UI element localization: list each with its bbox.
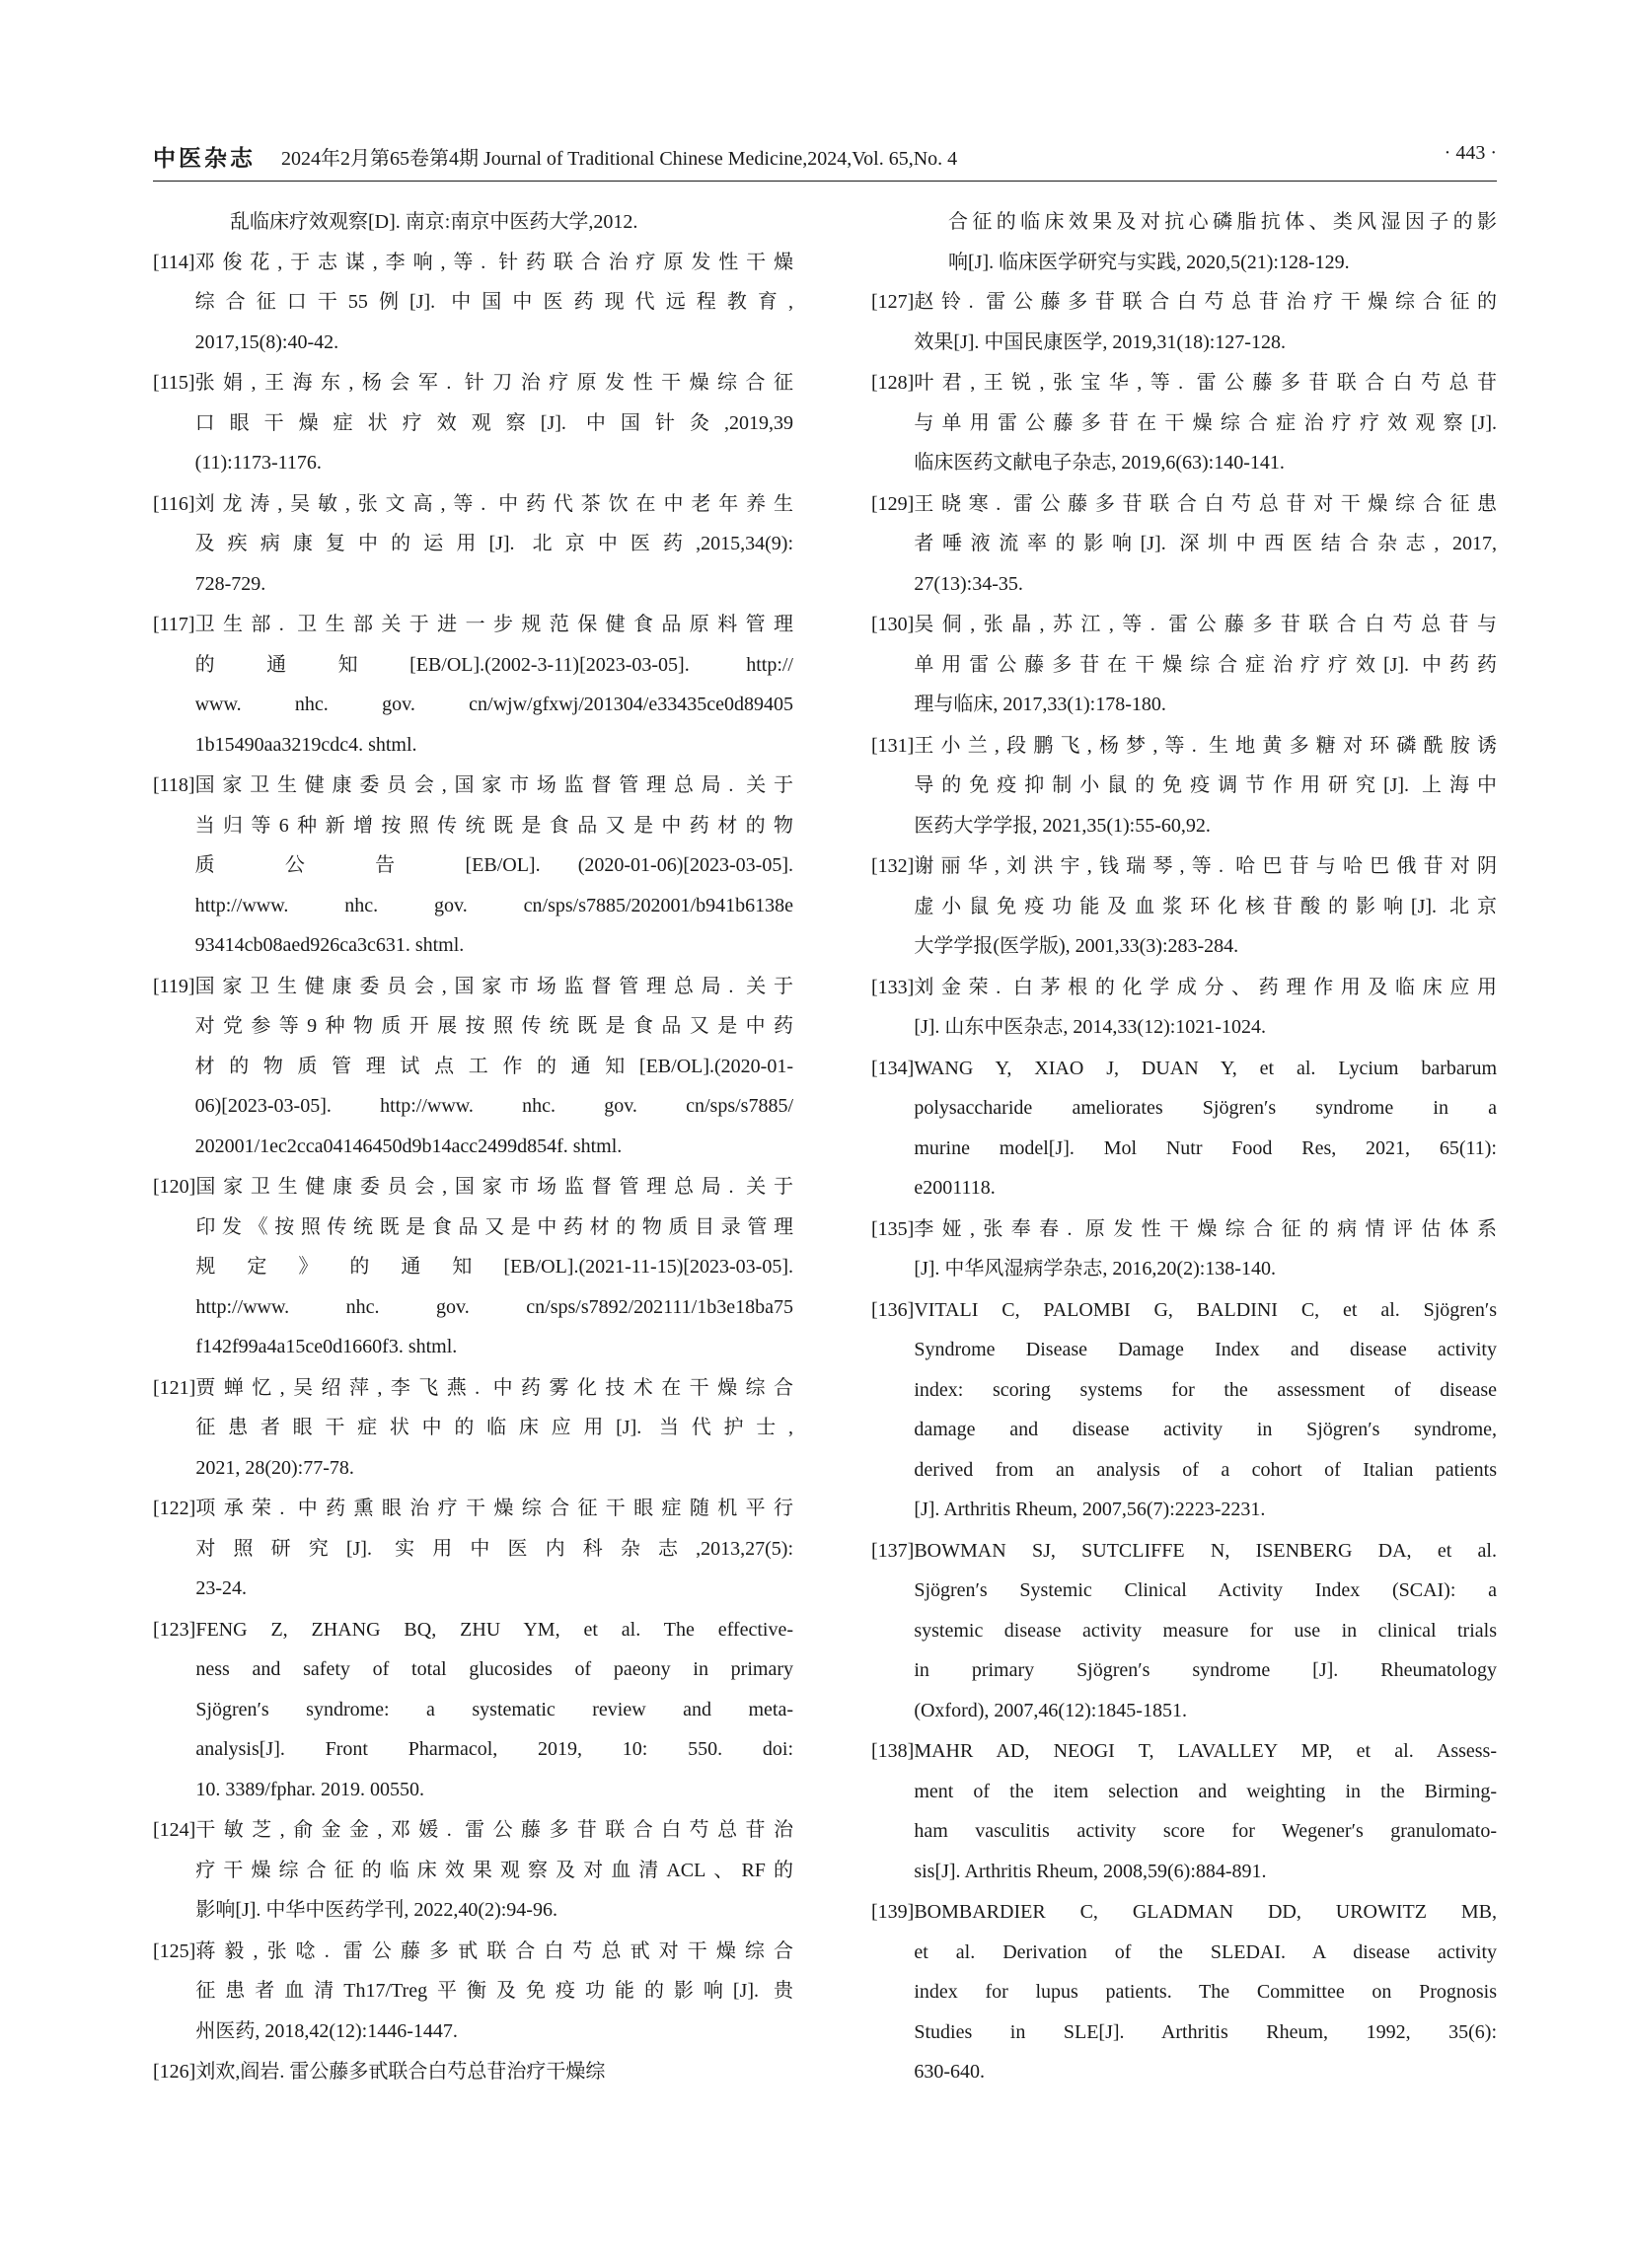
reference-line: http://www. nhc. gov. cn/sps/s7885/202001/b941b6138e xyxy=(194,894,793,916)
reference-number: [124] xyxy=(153,1819,196,1841)
reference-line: 李娅,张奉春. 原发性干燥综合征的病情评估体系 xyxy=(914,1217,1497,1240)
reference-number: [131] xyxy=(871,734,915,757)
reference-line: 刘欢,阎岩. 雷公藤多甙联合白芍总苷治疗干燥综 xyxy=(195,2061,606,2083)
reference-line: 王小兰,段鹏飞,杨梦,等. 生地黄多糖对环磷酰胺诱 xyxy=(914,734,1497,757)
reference-line: Sjögren′s syndrome: a systematic review and meta- xyxy=(195,1698,793,1720)
reference-line: 叶君,王锐,张宝华,等. 雷公藤多苷联合白芍总苷 xyxy=(914,372,1497,394)
reference-line: 效果[J]. 中国民康医学, 2019,31(18):127-128. xyxy=(914,330,1286,353)
reference-line: 医药大学学报, 2021,35(1):55-60,92. xyxy=(914,814,1211,837)
reference-line: [J]. 中华风湿病学杂志, 2016,20(2):138-140. xyxy=(914,1258,1276,1280)
reference-entry xyxy=(871,846,1497,967)
reference-line: f142f99a4a15ce0d1660f3. shtml. xyxy=(195,1336,458,1357)
reference-line: 响[J]. 临床医学研究与实践, 2020,5(21):128-129. xyxy=(948,251,1350,273)
reference-entry xyxy=(871,1209,1497,1289)
reference-line: 合征的临床效果及对抗心磷脂抗体、类风湿因子的影 xyxy=(948,211,1497,233)
reference-entry xyxy=(871,726,1497,846)
reference-entry xyxy=(153,1810,793,1931)
reference-line: polysaccharide ameliorates Sjögren′s syndrome in a xyxy=(914,1097,1497,1119)
reference-line: WANG Y, XIAO J, DUAN Y, et al. Lycium barbarum xyxy=(914,1057,1497,1079)
reference-line: 单用雷公藤多苷在干燥综合症治疗疗效[J]. 中药药 xyxy=(914,653,1497,676)
reference-line: 国家卫生健康委员会,国家市场监督管理总局. 关于 xyxy=(194,975,793,997)
reference-line: 影响[J]. 中华中医药学刊, 2022,40(2):94-96. xyxy=(195,1899,557,1921)
reference-line: 张娟,王海东,杨会军. 针刀治疗原发性干燥综合征 xyxy=(194,372,793,394)
reference-entry xyxy=(153,605,793,765)
reference-line: derived from an analysis of a cohort of Italian patients xyxy=(914,1458,1497,1481)
reference-number: [128] xyxy=(871,372,915,394)
reference-entry xyxy=(871,1531,1497,1731)
reference-number: [130] xyxy=(871,614,915,635)
reference-entry xyxy=(153,484,793,605)
reference-number: [126] xyxy=(153,2061,196,2083)
reference-line: 06)[2023-03-05]. http://www. nhc. gov. cn/sps/s7885/ xyxy=(194,1095,793,1117)
reference-entry xyxy=(871,363,1497,483)
reference-line: (Oxford), 2007,46(12):1845-1851. xyxy=(914,1699,1187,1721)
reference-line: et al. Derivation of the SLEDAI. A disease activity xyxy=(914,1940,1497,1963)
reference-line: ness and safety of total glucosides of paeony in primary xyxy=(195,1658,793,1680)
reference-entry xyxy=(871,1731,1497,1891)
reference-line: 干敏芝,俞金金,邓媛. 雷公藤多苷联合白芍总苷治 xyxy=(195,1819,793,1841)
header-rule xyxy=(153,181,1497,182)
reference-line: 23-24. xyxy=(195,1577,247,1599)
reference-line: 当归等6种新增按照传统既是食品又是中药材的物 xyxy=(194,814,793,837)
reference-line: 与单用雷公藤多苷在干燥综合症治疗疗效观察[J]. xyxy=(914,411,1497,434)
reference-entry xyxy=(153,1610,793,1810)
reference-line: 728-729. xyxy=(194,572,266,595)
reference-line: 蒋毅,张唸. 雷公藤多甙联合白芍总甙对干燥综合 xyxy=(195,1939,793,1962)
reference-entry xyxy=(153,243,793,363)
reference-line: 93414cb08aed926ca3c631. shtml. xyxy=(194,934,465,956)
reference-line: 大学学报(医学版), 2001,33(3):283-284. xyxy=(914,935,1239,957)
reference-line: 2017,15(8):40-42. xyxy=(194,330,339,353)
reference-line: VITALI C, PALOMBI G, BALDINI C, et al. Sjögren′s xyxy=(914,1298,1497,1321)
reference-line: 征患者血清Th17/Treg平衡及免疫功能的影响[J]. 贵 xyxy=(195,1980,793,2002)
reference-line: 对党参等9种物质开展按照传统既是食品又是中药 xyxy=(194,1015,793,1037)
reference-entry xyxy=(153,1932,793,2052)
reference-number: [138] xyxy=(871,1740,915,1762)
reference-line: 虚小鼠免疫功能及血浆环化核苷酸的影响[J]. 北京 xyxy=(914,895,1497,917)
reference-column-left xyxy=(153,202,793,2093)
reference-line: ham vasculitis activity score for Wegener′s granulomato- xyxy=(914,1820,1497,1842)
reference-entry xyxy=(871,484,1497,605)
reference-line: 项承荣. 中药熏眼治疗干燥综合征干眼症随机平行 xyxy=(195,1498,793,1519)
reference-line: 1b15490aa3219cdc4. shtml. xyxy=(194,733,417,756)
reference-line: www. nhc. gov. cn/wjw/gfxwj/201304/e33435ce0d89405 xyxy=(194,694,793,715)
reference-line: 邓俊花,于志谋,李响,等. 针药联合治疗原发性干燥 xyxy=(194,251,793,273)
reference-line: 征患者眼干症状中的临床应用[J]. 当代护士, xyxy=(195,1417,793,1438)
reference-number: [121] xyxy=(153,1376,196,1399)
issue-info: 2024年2月第65卷第4期 Journal of Traditional Chinese Medicine,2024,Vol. 65,No. 4 xyxy=(281,148,958,170)
reference-continuation xyxy=(871,202,1497,282)
reference-entry xyxy=(871,968,1497,1048)
reference-number: [114] xyxy=(153,251,195,273)
reference-line: FENG Z, ZHANG BQ, ZHU YM, et al. The effective- xyxy=(195,1618,793,1641)
reference-line: [J]. 山东中医杂志, 2014,33(12):1021-1024. xyxy=(914,1016,1266,1038)
reference-line: 导的免疫抑制小鼠的免疫调节作用研究[J]. 上海中 xyxy=(914,774,1497,796)
reference-column-right xyxy=(871,202,1497,2093)
reference-line: 临床医药文献电子杂志, 2019,6(63):140-141. xyxy=(914,452,1285,474)
reference-line: 10. 3389/fphar. 2019. 00550. xyxy=(195,1778,424,1800)
reference-line: sis[J]. Arthritis Rheum, 2008,59(6):884-891. xyxy=(914,1860,1267,1882)
reference-line: 2021, 28(20):77-78. xyxy=(195,1456,354,1479)
reference-number: [118] xyxy=(153,774,195,796)
reference-line: (11):1173-1176. xyxy=(194,452,322,474)
reference-line: [J]. Arthritis Rheum, 2007,56(7):2223-2231. xyxy=(914,1499,1266,1520)
reference-line: 赵铃. 雷公藤多苷联合白芍总苷治疗干燥综合征的 xyxy=(914,291,1497,313)
reference-number: [125] xyxy=(153,1939,196,1962)
page-header xyxy=(153,138,1497,178)
reference-entry xyxy=(153,363,793,483)
page-number: · 443 · xyxy=(1444,142,1497,164)
reference-line: Sjögren′s Systemic Clinical Activity Index (SCAI): a xyxy=(914,1579,1497,1601)
reference-line: e2001118. xyxy=(914,1177,996,1199)
reference-line: analysis[J]. Front Pharmacol, 2019, 10: 550. doi: xyxy=(195,1738,793,1760)
reference-entry xyxy=(871,605,1497,725)
reference-number: [139] xyxy=(871,1901,915,1923)
reference-line: 规定》的通知[EB/OL].(2021-11-15)[2023-03-05]. xyxy=(195,1256,793,1278)
reference-line: 州医药, 2018,42(12):1446-1447. xyxy=(195,2019,458,2042)
reference-line: 刘龙涛,吴敏,张文高,等. 中药代茶饮在中老年养生 xyxy=(194,492,793,515)
reference-line: 综合征口干55例[J]. 中国中医药现代远程教育, xyxy=(194,291,793,313)
reference-line: 国家卫生健康委员会,国家市场监督管理总局. 关于 xyxy=(195,1176,793,1198)
reference-line: 理与临床, 2017,33(1):178-180. xyxy=(914,694,1166,715)
reference-line: 202001/1ec2cca04146450d9b14acc2499d854f. shtml. xyxy=(194,1134,623,1157)
reference-number: [122] xyxy=(153,1498,196,1519)
reference-number: [135] xyxy=(871,1217,915,1240)
reference-line: 贾蝉忆,吴绍萍,李飞燕. 中药雾化技术在干燥综合 xyxy=(195,1376,793,1399)
reference-line: BOMBARDIER C, GLADMAN DD, UROWITZ MB, xyxy=(914,1901,1497,1923)
reference-number: [115] xyxy=(153,372,195,394)
reference-line: Syndrome Disease Damage Index and disease activity xyxy=(914,1339,1497,1360)
reference-entry xyxy=(871,282,1497,362)
reference-line: 27(13):34-35. xyxy=(914,572,1023,595)
reference-number: [120] xyxy=(153,1176,196,1198)
reference-number: [133] xyxy=(871,976,915,998)
reference-number: [134] xyxy=(871,1057,915,1079)
reference-entry xyxy=(153,1167,793,1367)
reference-line: index: scoring systems for the assessment of disease xyxy=(914,1378,1497,1401)
reference-line: 口眼干燥症状疗效观察[J]. 中国针灸,2019,39 xyxy=(194,411,793,434)
reference-line: 谢丽华,刘洪宇,钱瑞琴,等. 哈巴苷与哈巴俄苷对阴 xyxy=(914,855,1497,877)
reference-line: http://www. nhc. gov. cn/sps/s7892/202111/1b3e18ba75 xyxy=(195,1295,793,1318)
reference-line: 质 公 告 [EB/OL]. (2020-01-06)[2023-03-05]. xyxy=(194,854,793,876)
reference-line: 及疾病康复中的运用[J]. 北京中医药,2015,34(9): xyxy=(194,533,793,554)
reference-line: ment of the item selection and weighting in the Birming- xyxy=(914,1780,1497,1802)
reference-line: Studies in SLE[J]. Arthritis Rheum, 1992, 35(6): xyxy=(914,2020,1497,2043)
reference-number: [119] xyxy=(153,975,195,997)
reference-line: 国家卫生健康委员会,国家市场监督管理总局. 关于 xyxy=(194,774,793,796)
reference-line: 630-640. xyxy=(914,2061,985,2083)
reference-number: [117] xyxy=(153,614,195,635)
reference-line: 疗干燥综合征的临床效果观察及对血清ACL、RF的 xyxy=(195,1859,793,1881)
reference-line: 的通知[EB/OL].(2002-3-11)[2023-03-05]. http:// xyxy=(194,653,793,676)
reference-entry xyxy=(153,1368,793,1489)
reference-line: 材的物质管理试点工作的通知[EB/OL].(2020-01- xyxy=(194,1055,793,1077)
reference-line: 吴侗,张晶,苏江,等. 雷公藤多苷联合白芍总苷与 xyxy=(914,614,1497,635)
reference-number: [132] xyxy=(871,855,915,877)
reference-number: [123] xyxy=(153,1618,196,1641)
reference-number: [129] xyxy=(871,492,915,515)
reference-line: 对照研究[J]. 实用中医内科杂志,2013,27(5): xyxy=(195,1537,793,1560)
reference-line: 王晓寒. 雷公藤多苷联合白芍总苷对干燥综合征患 xyxy=(914,492,1497,515)
reference-entry xyxy=(871,1290,1497,1530)
reference-entry xyxy=(153,2052,793,2092)
reference-line: index for lupus patients. The Committee on Prognosis xyxy=(914,1981,1497,2003)
reference-number: [116] xyxy=(153,492,195,515)
reference-entry xyxy=(871,1892,1497,2092)
reference-entry xyxy=(153,766,793,966)
reference-line: BOWMAN SJ, SUTCLIFFE N, ISENBERG DA, et al. xyxy=(914,1539,1497,1562)
reference-line: 乱临床疗效观察[D]. 南京:南京中医药大学,2012. xyxy=(230,211,638,233)
reference-number: [136] xyxy=(871,1298,915,1321)
reference-entry xyxy=(871,1049,1497,1208)
reference-line: MAHR AD, NEOGI T, LAVALLEY MP, et al. Assess- xyxy=(914,1740,1497,1762)
reference-line: in primary Sjögren′s syndrome [J]. Rheumatology xyxy=(914,1659,1497,1681)
reference-line: murine model[J]. Mol Nutr Food Res, 2021, 65(11): xyxy=(914,1136,1497,1159)
reference-entry xyxy=(153,967,793,1167)
reference-line: damage and disease activity in Sjögren′s syndrome, xyxy=(914,1419,1497,1440)
reference-line: 刘金荣. 白茅根的化学成分、药理作用及临床应用 xyxy=(914,976,1497,998)
reference-line: 卫生部. 卫生部关于进一步规范保健食品原料管理 xyxy=(194,614,793,635)
reference-line: 印发《按照传统既是食品又是中药材的物质目录管理 xyxy=(195,1215,793,1238)
reference-entry xyxy=(153,1489,793,1609)
reference-line: 者唾液流率的影响[J]. 深圳中西医结合杂志, 2017, xyxy=(914,533,1497,554)
reference-line: systemic disease activity measure for use in clinical trials xyxy=(914,1619,1497,1642)
journal-name: 中医杂志 xyxy=(153,145,256,172)
reference-number: [127] xyxy=(871,291,915,313)
reference-number: [137] xyxy=(871,1539,915,1562)
reference-continuation xyxy=(153,202,793,243)
